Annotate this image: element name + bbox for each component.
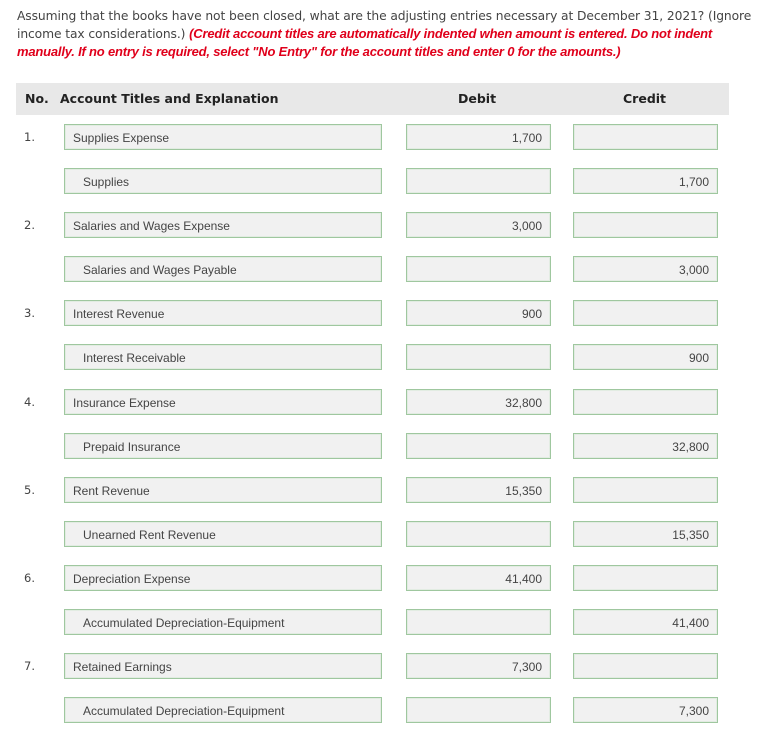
credit-amount-input[interactable]: 7,300 xyxy=(573,697,718,723)
entry-3-credit-line xyxy=(0,344,761,374)
entry-7-debit-line xyxy=(0,653,761,683)
credit-account-select[interactable]: Salaries and Wages Payable xyxy=(64,256,382,282)
debit-amount-input[interactable] xyxy=(406,256,551,282)
entry-6-debit-line xyxy=(0,565,761,595)
credit-account-select[interactable]: Prepaid Insurance xyxy=(64,433,382,459)
header-debit: Debit xyxy=(458,91,497,106)
credit-account-select[interactable]: Interest Receivable xyxy=(64,344,382,370)
debit-account-select[interactable]: Rent Revenue xyxy=(64,477,382,503)
credit-amount-input[interactable] xyxy=(573,300,718,326)
entry-number: 5. xyxy=(24,483,35,497)
entry-4-debit-line xyxy=(0,389,761,419)
entry-number: 7. xyxy=(24,659,35,673)
entry-number: 3. xyxy=(24,306,35,320)
question-instructions: (Credit account titles are automatically indented when amount is entered. Do not indent manually. If no entry is required, select "No Entry" for the account titles and enter 0 for the amounts.) xyxy=(17,26,713,59)
question-prompt xyxy=(17,8,752,61)
debit-amount-input[interactable]: 32,800 xyxy=(406,389,551,415)
debit-account-select[interactable]: Retained Earnings xyxy=(64,653,382,679)
debit-account-select[interactable]: Supplies Expense xyxy=(64,124,382,150)
entry-7-credit-line xyxy=(0,697,761,727)
debit-amount-input[interactable]: 15,350 xyxy=(406,477,551,503)
debit-amount-input[interactable] xyxy=(406,433,551,459)
entry-4-credit-line xyxy=(0,433,761,463)
entry-1-credit-line xyxy=(0,168,761,198)
credit-amount-input[interactable]: 41,400 xyxy=(573,609,718,635)
debit-amount-input[interactable] xyxy=(406,521,551,547)
question-text: Assuming that the books have not been closed, what are the adjusting entries necessary at December 31, 2021? (Ignore income tax considerations.) xyxy=(17,9,752,41)
debit-amount-input[interactable]: 7,300 xyxy=(406,653,551,679)
credit-amount-input[interactable] xyxy=(573,212,718,238)
entry-number: 6. xyxy=(24,571,35,585)
entry-1-debit-line xyxy=(0,124,761,154)
debit-amount-input[interactable] xyxy=(406,609,551,635)
credit-amount-input[interactable] xyxy=(573,124,718,150)
journal-table-header xyxy=(16,83,729,115)
credit-account-select[interactable]: Accumulated Depreciation-Equipment xyxy=(64,697,382,723)
credit-amount-input[interactable] xyxy=(573,389,718,415)
header-account-titles: Account Titles and Explanation xyxy=(60,91,279,106)
entry-2-debit-line xyxy=(0,212,761,242)
debit-amount-input[interactable] xyxy=(406,168,551,194)
debit-amount-input[interactable]: 41,400 xyxy=(406,565,551,591)
debit-account-select[interactable]: Depreciation Expense xyxy=(64,565,382,591)
entry-number: 1. xyxy=(24,130,35,144)
entry-number: 4. xyxy=(24,395,35,409)
credit-account-select[interactable]: Supplies xyxy=(64,168,382,194)
debit-account-select[interactable]: Interest Revenue xyxy=(64,300,382,326)
entry-5-credit-line xyxy=(0,521,761,551)
debit-amount-input[interactable] xyxy=(406,697,551,723)
entry-5-debit-line xyxy=(0,477,761,507)
credit-amount-input[interactable]: 3,000 xyxy=(573,256,718,282)
entry-number: 2. xyxy=(24,218,35,232)
credit-account-select[interactable]: Unearned Rent Revenue xyxy=(64,521,382,547)
header-credit: Credit xyxy=(623,91,667,106)
credit-amount-input[interactable] xyxy=(573,653,718,679)
debit-amount-input[interactable] xyxy=(406,344,551,370)
credit-account-select[interactable]: Accumulated Depreciation-Equipment xyxy=(64,609,382,635)
debit-account-select[interactable]: Insurance Expense xyxy=(64,389,382,415)
credit-amount-input[interactable]: 1,700 xyxy=(573,168,718,194)
entry-6-credit-line xyxy=(0,609,761,639)
entry-2-credit-line xyxy=(0,256,761,286)
debit-amount-input[interactable]: 1,700 xyxy=(406,124,551,150)
credit-amount-input[interactable]: 15,350 xyxy=(573,521,718,547)
debit-account-select[interactable]: Salaries and Wages Expense xyxy=(64,212,382,238)
credit-amount-input[interactable]: 32,800 xyxy=(573,433,718,459)
debit-amount-input[interactable]: 3,000 xyxy=(406,212,551,238)
credit-amount-input[interactable]: 900 xyxy=(573,344,718,370)
credit-amount-input[interactable] xyxy=(573,477,718,503)
header-no: No. xyxy=(25,91,49,106)
credit-amount-input[interactable] xyxy=(573,565,718,591)
debit-amount-input[interactable]: 900 xyxy=(406,300,551,326)
entry-3-debit-line xyxy=(0,300,761,330)
